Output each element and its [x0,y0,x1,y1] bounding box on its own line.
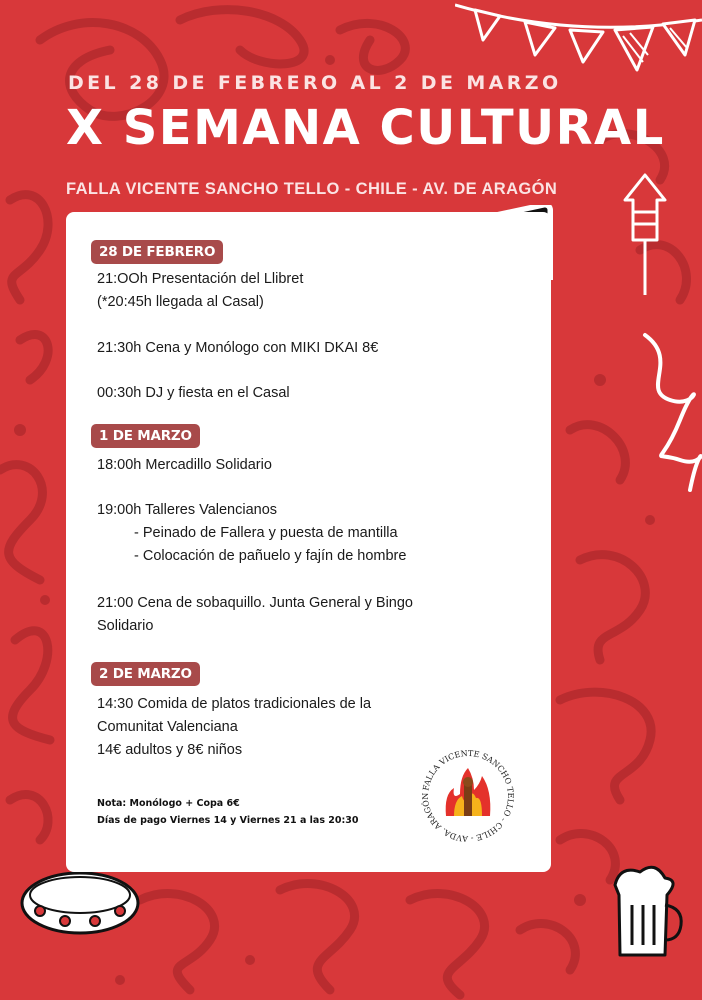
falla-seal-logo [416,744,520,848]
schedule-item: Comunitat Valenciana [97,719,238,735]
rocket-firework-icon [615,170,675,300]
page-title: X SEMANA CULTURAL [66,100,665,156]
schedule-item: 21:30h Cena y Monólogo con MIKI DKAI 8€ [97,340,379,356]
streamer-icon [640,330,702,500]
schedule-item: (*20:45h llegada al Casal) [97,294,264,310]
day-badge-28-febrero: 28 DE FEBRERO [91,240,223,264]
day-badge-1-marzo: 1 DE MARZO [91,424,200,448]
tambourine-icon [15,865,145,940]
schedule-item: 21:00 Cena de sobaquillo. Junta General y Bingo [97,595,413,611]
schedule-item: 00:30h DJ y fiesta en el Casal [97,385,290,401]
schedule-item: 21:OOh Presentación del Llibret [97,271,304,287]
schedule-item: 19:00h Talleres Valencianos [97,502,278,518]
note-line: Nota: Monólogo + Copa 6€ [97,798,240,809]
schedule-subitem: - Peinado de Fallera y puesta de mantilla [134,525,398,541]
beer-mug-icon [605,860,685,960]
organizer-subtitle: FALLA VICENTE SANCHO TELLO - CHILE - AV. DE ARAGÓN [66,180,558,198]
note-line: Días de pago Viernes 14 y Viernes 21 a las 20:30 [97,815,359,826]
bunting-flags-icon [455,0,702,80]
schedule-item: 18:00h Mercadillo Solidario [97,457,272,473]
day-badge-2-marzo: 2 DE MARZO [91,662,200,686]
schedule-item: Solidario [97,618,154,634]
schedule-item: 14:30 Comida de platos tradicionales de la [97,696,372,712]
svg-text:FALLA VICENTE SANCHO TELLO - C: FALLA VICENTE SANCHO TELLO - CHILE - AVDA. ARAGÓN [420,748,516,844]
schedule-subitem: - Colocación de pañuelo y fajín de hombre [134,548,407,564]
schedule-item: 14€ adultos y 8€ niños [97,742,243,758]
event-dates: DEL 28 DE FEBRERO AL 2 DE MARZO [68,72,562,94]
